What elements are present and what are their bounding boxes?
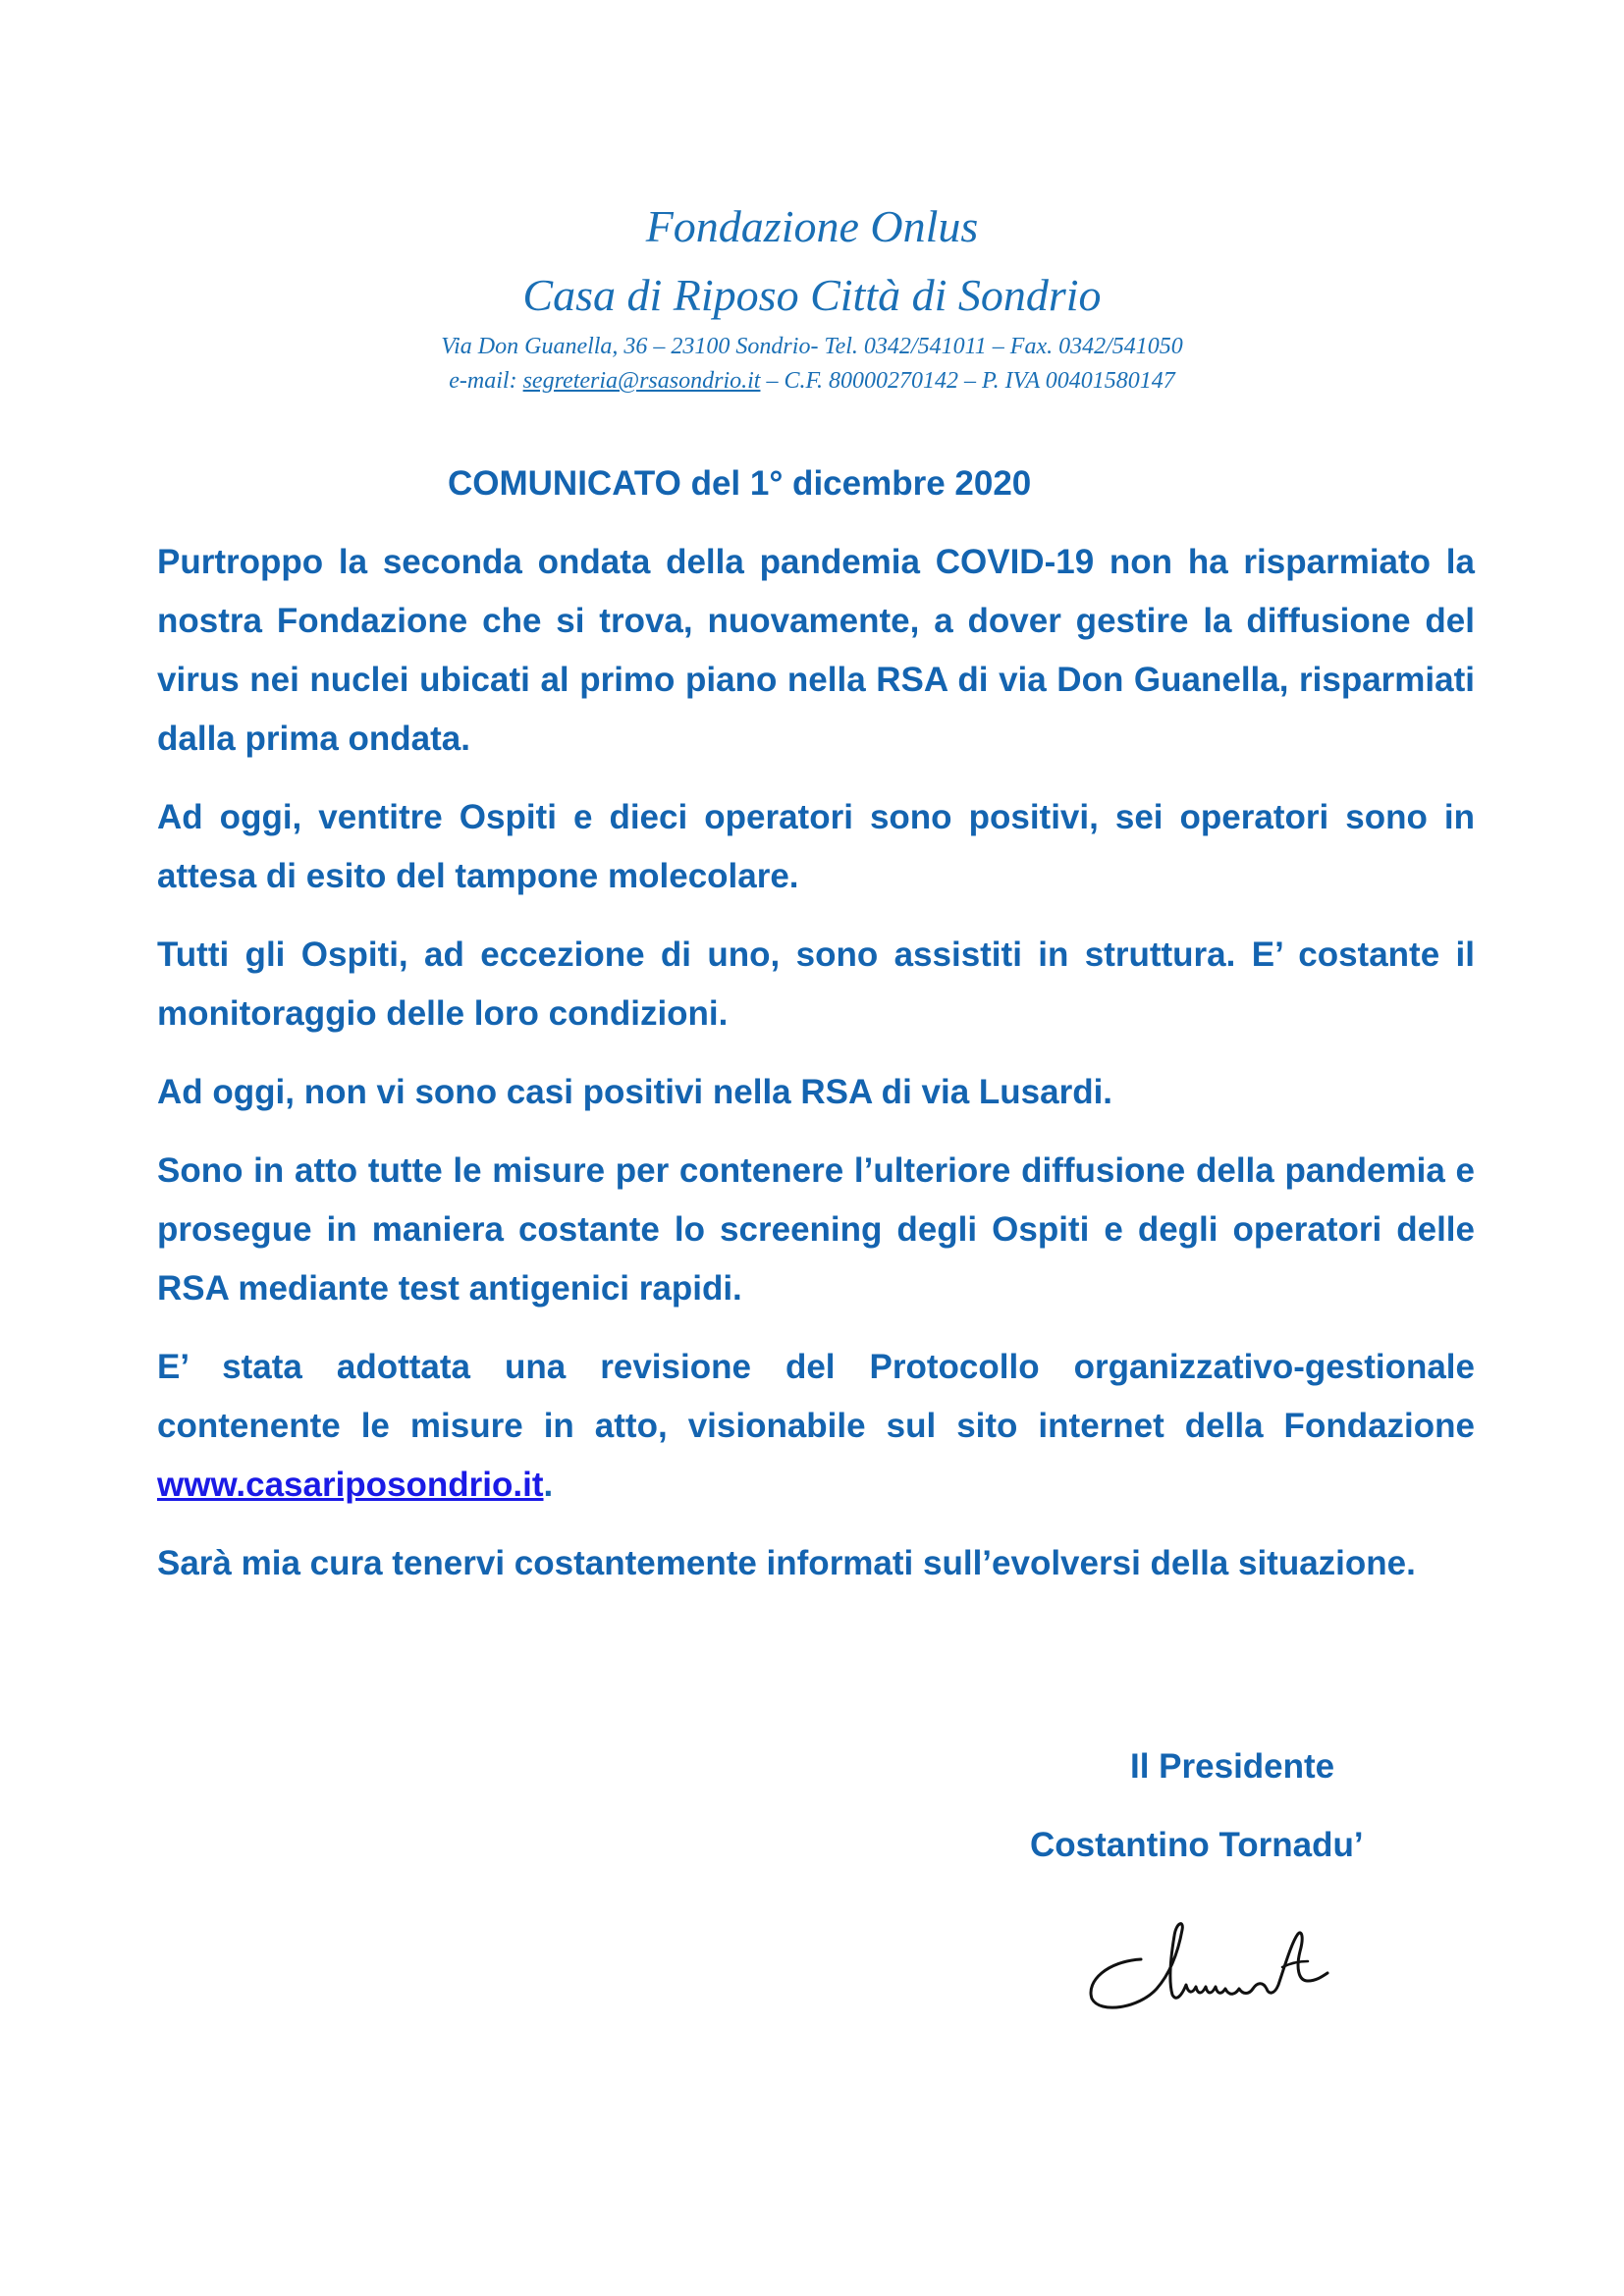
letterhead (0, 192, 1624, 399)
communique-body (157, 533, 1475, 1613)
email-prefix: e-mail: (449, 368, 523, 394)
paragraph-6-end: . (543, 1466, 554, 1504)
letterhead-contact-line (0, 364, 1624, 399)
communique-heading: COMUNICATO del 1° dicembre 2020 (448, 464, 1032, 503)
paragraph-7: Sarà mia cura tenervi costantemente informati sull’evolversi della situazione. (157, 1544, 1416, 1582)
fiscal-codes: – C.F. 80000270142 – P. IVA 00401580147 (760, 368, 1175, 394)
paragraph-6 (157, 1338, 1475, 1515)
signatory-name: Costantino Tornadu’ (1030, 1826, 1364, 1864)
signatory-role: Il Presidente (1130, 1747, 1335, 1786)
letterhead-institution-name: Casa di Riposo Città di Sondrio (522, 270, 1102, 320)
handwritten-signature (1080, 1912, 1375, 2020)
paragraph-6-text: E’ stata adottata una revisione del Protocollo organizzativo-gestionale contenente le misure in atto, visionabile sul sito internet della Fondazione (157, 1348, 1475, 1445)
paragraph-2: Ad oggi, ventitre Ospiti e dieci operatori sono positivi, sei operatori sono in attesa di esito del tampone molecolare. (157, 798, 1475, 895)
paragraph-4: Ad oggi, non vi sono casi positivi nella RSA di via Lusardi. (157, 1073, 1113, 1111)
paragraph-3: Tutti gli Ospiti, ad eccezione di uno, sono assistiti in struttura. E’ costante il monitoraggio delle loro condizioni. (157, 935, 1475, 1033)
letterhead-foundation-name: Fondazione Onlus (645, 201, 979, 251)
paragraph-1: Purtroppo la seconda ondata della pandemia COVID-19 non ha risparmiato la nostra Fondazione che si trova, nuovamente, a dover gestire la diffusione del virus nei nuclei ubicati al primo piano nella RSA di via Don Guanella, risparmiati dalla prima ondata. (157, 543, 1475, 758)
website-link[interactable]: www.casariposondrio.it (157, 1466, 544, 1504)
paragraph-5: Sono in atto tutte le misure per contenere l’ulteriore diffusione della pandemia e prosegue in maniera costante lo screening degli Ospiti e degli operatori delle RSA mediante test antigenici rapidi. (157, 1151, 1475, 1308)
email-link[interactable]: segreteria@rsasondrio.it (522, 368, 761, 394)
letterhead-address: Via Don Guanella, 36 – 23100 Sondrio- Tel. 0342/541011 – Fax. 0342/541050 (441, 334, 1183, 359)
